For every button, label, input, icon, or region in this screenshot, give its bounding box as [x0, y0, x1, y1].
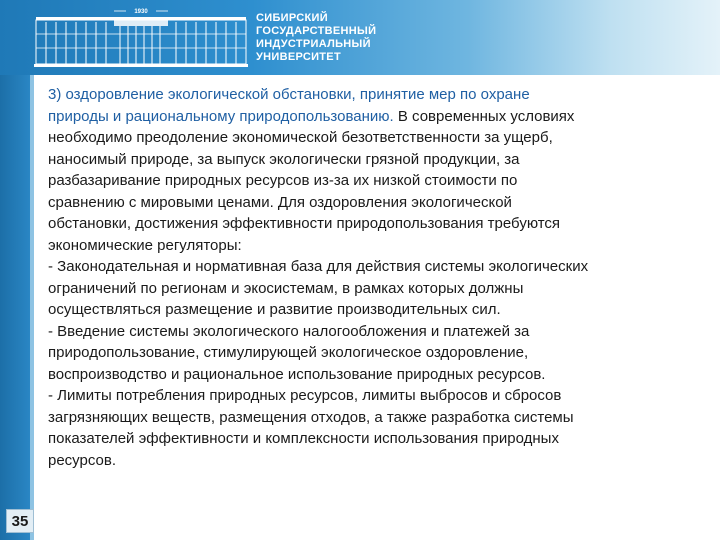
body-text: показателей эффективности и комплексности использования природных: [48, 430, 559, 447]
text-line: [48, 385, 708, 407]
slide-header: [0, 0, 720, 75]
university-name-line: СИБИРСКИЙ: [256, 12, 328, 24]
body-text: В современных условиях: [393, 107, 575, 125]
highlighted-text: природы и рациональному природопользованию.: [48, 107, 394, 125]
body-text: загрязняющих веществ, размещения отходов, а также разработка системы: [48, 408, 574, 426]
text-line: [48, 407, 708, 429]
text-line: [48, 192, 708, 214]
text-line: [48, 213, 708, 235]
slide-body-text: [48, 84, 708, 471]
body-text: наносимый природе, за выпуск экологически грязной продукции, за: [48, 150, 520, 168]
body-text: разбазаривание природных ресурсов из-за их низкой стоимости по: [48, 172, 518, 189]
text-line: [48, 106, 708, 128]
university-name: [256, 12, 376, 64]
text-line: [48, 127, 708, 149]
university-name-line: УНИВЕРСИТЕТ: [256, 51, 341, 63]
body-text: - Законодательная и нормативная база для действия системы экологических: [48, 258, 589, 275]
body-text: экономические регуляторы:: [48, 236, 242, 254]
body-text: воспроизводство и рациональное использование природных ресурсов.: [48, 365, 546, 383]
body-text: необходимо преодоление экономической безответственности за ущерб,: [48, 129, 553, 146]
text-line: [48, 256, 708, 278]
body-text: ограничений по регионам и экосистемам, в рамках которых должны: [48, 279, 524, 297]
body-text: ресурсов.: [48, 451, 117, 469]
emblem-year: 1930: [134, 9, 148, 15]
body-text: обстановки, достижения эффективности природопользования требуются: [48, 215, 561, 232]
body-text: сравнению с мировыми ценами. Для оздоровления экологической: [48, 193, 512, 211]
body-text: природопользование, стимулирующей экологическое оздоровление,: [48, 344, 529, 361]
text-line: [48, 149, 708, 171]
text-line: [48, 321, 708, 343]
university-name-line: ИНДУСТРИАЛЬНЫЙ: [256, 38, 371, 50]
text-line: [48, 84, 708, 106]
text-line: [48, 450, 708, 472]
text-line: [48, 342, 708, 364]
page-number-badge: [6, 509, 34, 533]
text-line: [48, 235, 708, 257]
university-name-line: ГОСУДАРСТВЕННЫЙ: [256, 25, 377, 37]
body-text: - Введение системы экологического налогообложения и платежей за: [48, 322, 530, 340]
text-line: [48, 278, 708, 300]
text-line: [48, 428, 708, 450]
text-line: [48, 364, 708, 386]
university-building-logo: [34, 6, 248, 68]
text-line: [48, 299, 708, 321]
body-text: осуществляться размещение и развитие производительных сил.: [48, 301, 501, 318]
highlighted-text: 3) оздоровление экологической обстановки, принятие мер по охране: [48, 86, 530, 103]
body-text: - Лимиты потребления природных ресурсов, лимиты выбросов и сбросов: [48, 387, 562, 404]
text-line: [48, 170, 708, 192]
page-number: 35: [11, 512, 29, 530]
left-decorative-strip: [0, 75, 30, 540]
